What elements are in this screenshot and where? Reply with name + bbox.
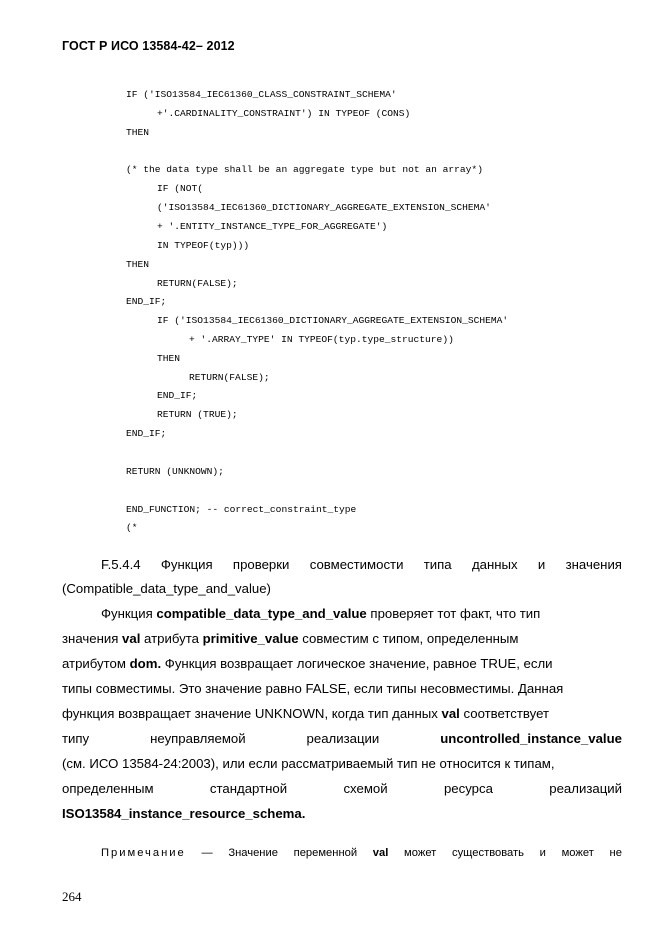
body-line-3	[62, 656, 622, 676]
body-text: атрибутом	[62, 656, 130, 671]
note-word: Значение	[228, 847, 278, 859]
variable-name: val	[441, 706, 460, 721]
note-word: может	[404, 847, 437, 859]
code-line: ('ISO13584_IEC61360_DICTIONARY_AGGREGATE_EXTENSION_SCHEMA'	[157, 202, 491, 213]
code-line: IN TYPEOF(typ)))	[157, 240, 250, 251]
note-dash: —	[201, 847, 213, 859]
code-line: + '.ARRAY_TYPE' IN TYPEOF(typ.type_structure))	[189, 334, 454, 345]
body-text: проверяет тот факт, что тип	[366, 606, 541, 621]
body-line-2	[62, 631, 622, 651]
code-line: END_FUNCTION; -- correct_constraint_type	[126, 504, 357, 515]
code-line: + '.ENTITY_INSTANCE_TYPE_FOR_AGGREGATE')	[157, 221, 388, 232]
body-text: стандартной	[209, 781, 288, 796]
variable-name: val	[122, 631, 141, 646]
body-text: функция возвращает значение UNKNOWN, когда тип данных	[62, 706, 442, 721]
note-word: не	[609, 847, 622, 859]
body-line-9: ISO13584_instance_resource_schema.	[62, 806, 306, 821]
body-text: ресурса	[443, 781, 493, 796]
code-line: RETURN(FALSE);	[189, 372, 270, 383]
body-line-8	[62, 781, 622, 801]
code-line: (*	[126, 522, 138, 533]
document-header: ГОСТ Р ИСО 13584-42– 2012	[62, 39, 235, 53]
body-text: Функция возвращает логическое значение, равное TRUE, если	[161, 656, 553, 671]
section-number: F.5.4.4	[101, 557, 141, 572]
code-line: RETURN(FALSE);	[157, 278, 238, 289]
function-name: uncontrolled_instance_value	[440, 731, 622, 746]
body-line-7: (см. ИСО 13584-24:2003), или если рассматриваемый тип не относится к типам,	[62, 756, 555, 771]
code-line: THEN	[126, 259, 150, 270]
note-line	[101, 847, 622, 859]
code-line: +'.CARDINALITY_CONSTRAINT') IN TYPEOF (CONS)	[157, 108, 411, 119]
note-word: может	[561, 847, 594, 859]
code-line: END_IF;	[157, 390, 198, 401]
heading-word: совместимости	[309, 557, 404, 572]
code-line: THEN	[157, 353, 181, 364]
code-line: IF (NOT(	[157, 183, 204, 194]
heading-word: и	[537, 557, 546, 572]
section-heading-line-1	[101, 557, 622, 577]
body-line-5	[62, 706, 622, 726]
code-line: (* the data type shall be an aggregate type but not an array*)	[126, 164, 483, 175]
body-line-4: типы совместимы. Это значение равно FALSE, если типы несовместимы. Данная	[62, 681, 564, 696]
body-text: схемой	[343, 781, 388, 796]
code-line: THEN	[126, 127, 150, 138]
heading-word: типа	[423, 557, 452, 572]
attribute-name: primitive_value	[202, 631, 299, 646]
attribute-name: dom.	[129, 656, 162, 671]
body-text: атрибута	[140, 631, 203, 646]
body-line-6	[62, 731, 622, 751]
heading-word: Функция	[160, 557, 213, 572]
heading-word: данных	[471, 557, 518, 572]
body-line-1	[101, 606, 622, 626]
body-text: определенным	[62, 781, 154, 796]
body-text: неуправляемой	[150, 731, 246, 746]
body-text: Функция	[101, 606, 157, 621]
body-text: совместим с типом, определенным	[298, 631, 519, 646]
code-line: RETURN (TRUE);	[157, 409, 238, 420]
note-word: и	[539, 847, 546, 859]
function-name: compatible_data_type_and_value	[156, 606, 367, 621]
heading-word: проверки	[232, 557, 290, 572]
heading-word: значения	[565, 557, 622, 572]
code-line: END_IF;	[126, 428, 167, 439]
body-text: значения	[62, 631, 123, 646]
variable-name: val	[372, 847, 389, 859]
code-line: IF ('ISO13584_IEC61360_CLASS_CONSTRAINT_SCHEMA'	[126, 89, 397, 100]
page-number: 264	[62, 889, 82, 904]
code-line: END_IF;	[126, 296, 167, 307]
body-text: реализации	[306, 731, 380, 746]
body-text: реализаций	[549, 781, 622, 796]
code-line: RETURN (UNKNOWN);	[126, 466, 224, 477]
code-line: IF ('ISO13584_IEC61360_DICTIONARY_AGGREGATE_EXTENSION_SCHEMA'	[157, 315, 509, 326]
note-label: Примечание	[101, 847, 186, 859]
body-text: типу	[62, 731, 90, 746]
section-heading-line-2: (Compatible_data_type_and_value)	[62, 581, 271, 596]
body-text: соответствует	[459, 706, 550, 721]
note-word: существовать	[451, 847, 524, 859]
note-word: переменной	[293, 847, 358, 859]
